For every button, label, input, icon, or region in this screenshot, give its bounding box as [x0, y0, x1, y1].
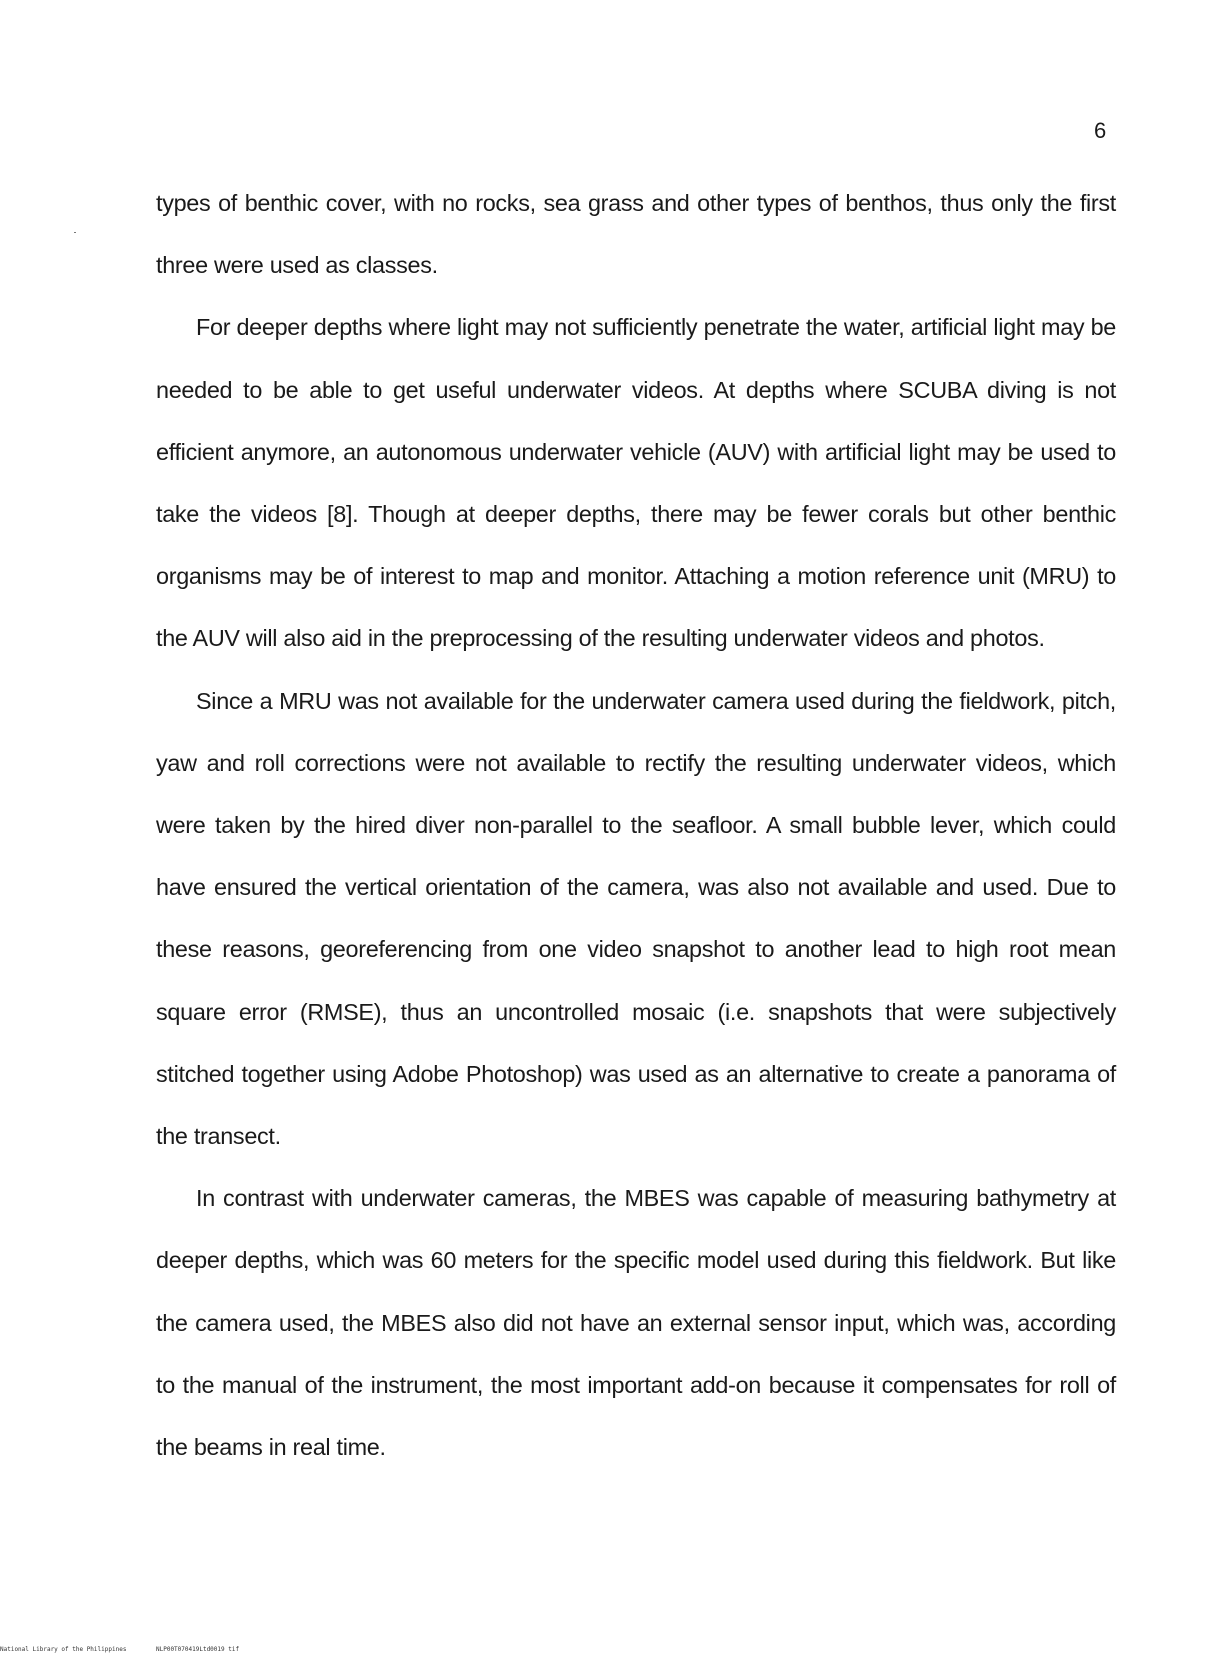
- footer-file-label: NLP00T070419Ltd0019 tif: [156, 1646, 240, 1653]
- margin-mark: [74, 232, 76, 233]
- footer-library-label: National Library of the Philippines: [0, 1646, 127, 1653]
- body-text: [156, 172, 1116, 1478]
- paragraph-1: types of benthic cover, with no rocks, sea grass and other types of benthos, thus only the first three were used as classes.: [156, 190, 1116, 279]
- paragraph-4: In contrast with underwater cameras, the MBES was capable of measuring bathymetry at deeper depths, which was 60 meters for the specific model used during this fieldwork. But like the camera used, the MBES also did not have an external sensor input, which was, according to the manual of the instrument, the most important add-on because it compensates for roll of the beams in real time.: [156, 1185, 1116, 1461]
- paragraph-3: Since a MRU was not available for the underwater camera used during the fieldwork, pitch, yaw and roll corrections were not available to rectify the resulting underwater videos, which were taken by the hired diver non-parallel to the seafloor. A small bubble lever, which could have ensured the vertical orientation of the camera, was also not available and used. Due to these reasons, georeferencing from one video snapshot to another lead to high root mean square error (RMSE), thus an uncontrolled mosaic (i.e. snapshots that were subjectively stitched together using Adobe Photoshop) was used as an alternative to create a panorama of the transect.: [156, 687, 1116, 1150]
- page-number: 6: [1094, 118, 1107, 143]
- paragraph-2: For deeper depths where light may not sufficiently penetrate the water, artificial light may be needed to be able to get useful underwater videos. At depths where SCUBA diving is not efficient anymore, an autonomous underwater vehicle (AUV) with artificial light may be used to take the videos [8]. Though at deeper depths, there may be fewer corals but other benthic organisms may be of interest to map and monitor. Attaching a motion reference unit (MRU) to the AUV will also aid in the preprocessing of the resulting underwater videos and photos.: [156, 314, 1116, 652]
